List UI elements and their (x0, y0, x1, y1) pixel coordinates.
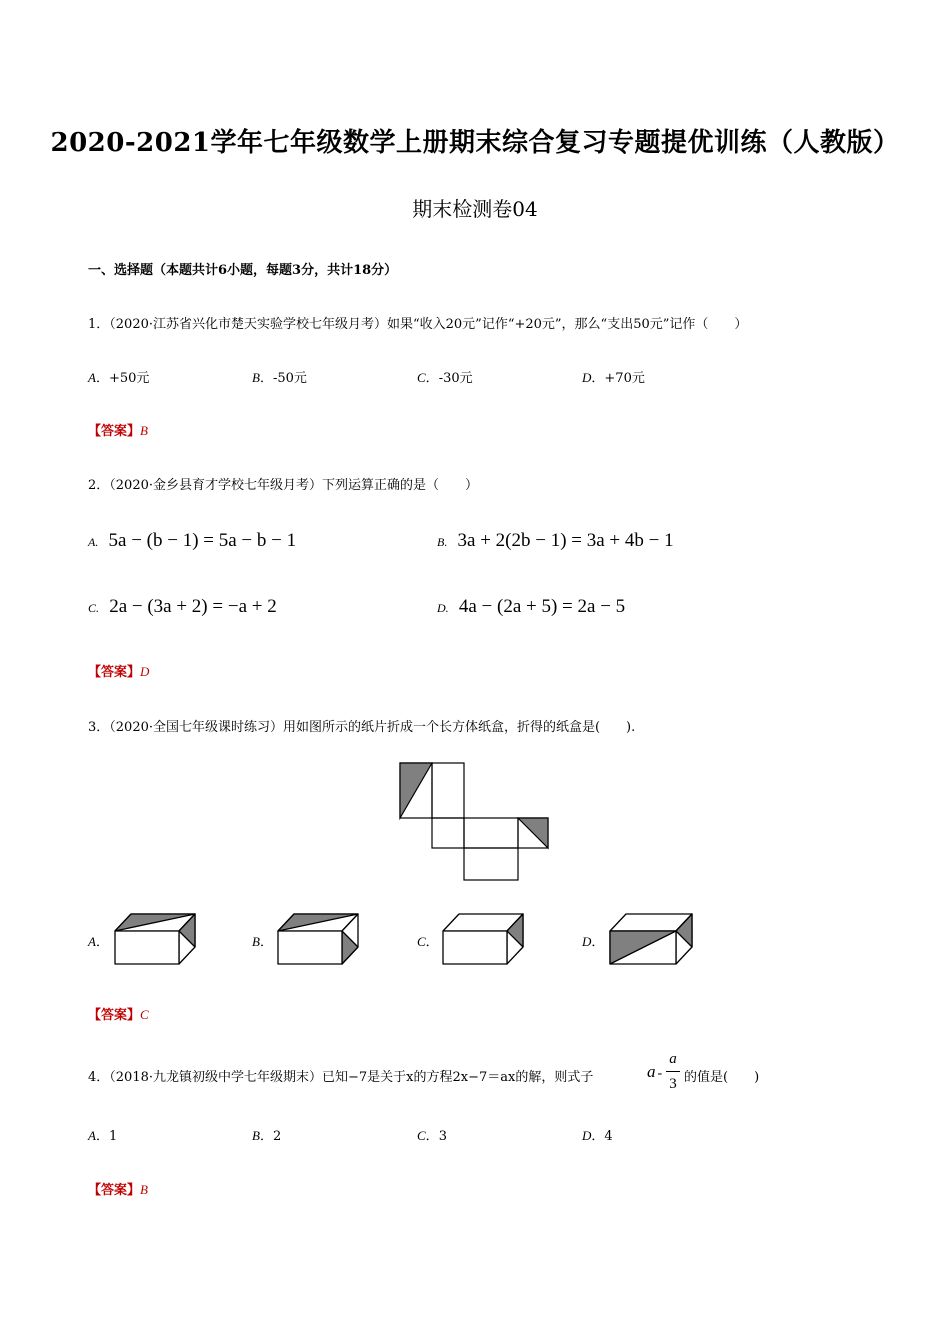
q2-answer (88, 661, 149, 680)
question-3-stem: 3．（2020·全国七年级课时练习）用如图所示的纸片折成一个长方体纸盒，折得的纸盒是( ). (88, 720, 636, 735)
q3-option-d-label: D． (582, 934, 605, 950)
q4-option-c: C．3 (417, 1128, 447, 1144)
answer-letter: C (140, 1007, 149, 1022)
option-formula: 2a − (3a + 2) = −a + 2 (109, 596, 277, 617)
q4-answer (88, 1179, 148, 1198)
option-label: A (88, 370, 96, 385)
q3-option-b-label: B． (252, 934, 273, 950)
stem-text: 4．（2018·九龙镇初级中学七年级期末）已知−7是关于x的方程2x−7＝ax的解，则式子 (88, 1070, 594, 1085)
box-option-d-icon (608, 912, 694, 966)
box-net-figure (398, 761, 550, 881)
q1-answer (88, 420, 148, 439)
answer-letter: D (140, 664, 150, 679)
q2-option-a: A. 5a − (b − 1) = 5a − b − 1 (88, 530, 297, 551)
answer-letter: B (140, 1182, 148, 1197)
q4-fraction-numerator: a (669, 1051, 677, 1067)
question-1-stem: 1．（2020·江苏省兴化市楚天实验学校七年级月考）如果“收入20元”记作“+20元”，那么“支出50元”记作（ ） (88, 317, 748, 332)
q2-option-d: D. 4a − (2a + 5) = 2a − 5 (437, 596, 626, 617)
answer-tag: 【答案】 (88, 1183, 141, 1198)
q2-option-c: C. 2a − (3a + 2) = −a + 2 (88, 596, 277, 617)
option-label: B (437, 535, 445, 549)
q4-option-d: D．4 (582, 1128, 613, 1144)
q4-fraction-bar (666, 1071, 680, 1072)
q3-option-a-label: A． (88, 934, 109, 950)
q4-expression (647, 1062, 662, 1082)
answer-tag: 【答案】 (88, 1008, 141, 1023)
option-label: C (88, 601, 97, 615)
option-label: D (582, 1128, 592, 1143)
question-2-stem: 2．（2020·金乡县育才学校七年级月考）下列运算正确的是（ ） (88, 478, 478, 493)
box-option-b-icon (276, 912, 360, 966)
option-formula: 5a − (b − 1) = 5a − b − 1 (108, 530, 297, 551)
answer-tag: 【答案】 (88, 424, 141, 439)
q4-option-a: A．1 (88, 1128, 118, 1144)
option-text: 3 (438, 1129, 447, 1144)
option-label: D (437, 601, 446, 615)
q3-option-c-label: C． (417, 934, 439, 950)
expr-variable: a (647, 1062, 656, 1081)
option-text: +70元 (604, 371, 645, 386)
option-label: C (417, 370, 426, 385)
option-formula: 4a − (2a + 5) = 2a − 5 (458, 596, 626, 617)
option-text: +50元 (108, 371, 150, 386)
option-label: D (582, 370, 592, 385)
q1-option-d: D．+70元 (582, 370, 645, 386)
page-title: 2020-2021学年七年级数学上册期末综合复习专题提优训练（人教版） (50, 128, 900, 158)
option-text: -50元 (272, 371, 307, 386)
box-option-c-icon (441, 912, 525, 966)
option-text: -30元 (438, 371, 473, 386)
option-label: A (88, 1128, 96, 1143)
option-text: 2 (272, 1129, 282, 1144)
option-label: B (252, 370, 260, 385)
option-text: 1 (108, 1129, 118, 1144)
q1-option-c: C．-30元 (417, 370, 473, 386)
option-formula: 3a + 2(2b − 1) = 3a + 4b − 1 (457, 530, 674, 551)
section-heading: 一、选择题（本题共计6小题，每题3分，共计18分） (88, 263, 398, 278)
box-option-a-icon (113, 912, 197, 966)
q2-option-b: B. 3a + 2(2b − 1) = 3a + 4b − 1 (437, 530, 674, 551)
q1-option-b: B．-50元 (252, 370, 307, 386)
option-text: 4 (604, 1129, 613, 1144)
q3-answer (88, 1004, 149, 1023)
expr-minus: - (657, 1066, 663, 1081)
page-subtitle: 期末检测卷04 (412, 197, 538, 221)
option-label: B (252, 1128, 260, 1143)
answer-letter: B (140, 423, 148, 438)
question-4-stem (88, 1066, 593, 1085)
q4-fraction-denominator: 3 (669, 1076, 677, 1092)
option-label: A (88, 535, 96, 549)
option-label: C (417, 1128, 426, 1143)
q4-stem-end: 的值是( ) (684, 1070, 760, 1085)
q4-option-b: B．2 (252, 1128, 282, 1144)
q1-option-a: A．+50元 (88, 370, 150, 386)
answer-tag: 【答案】 (88, 665, 141, 680)
